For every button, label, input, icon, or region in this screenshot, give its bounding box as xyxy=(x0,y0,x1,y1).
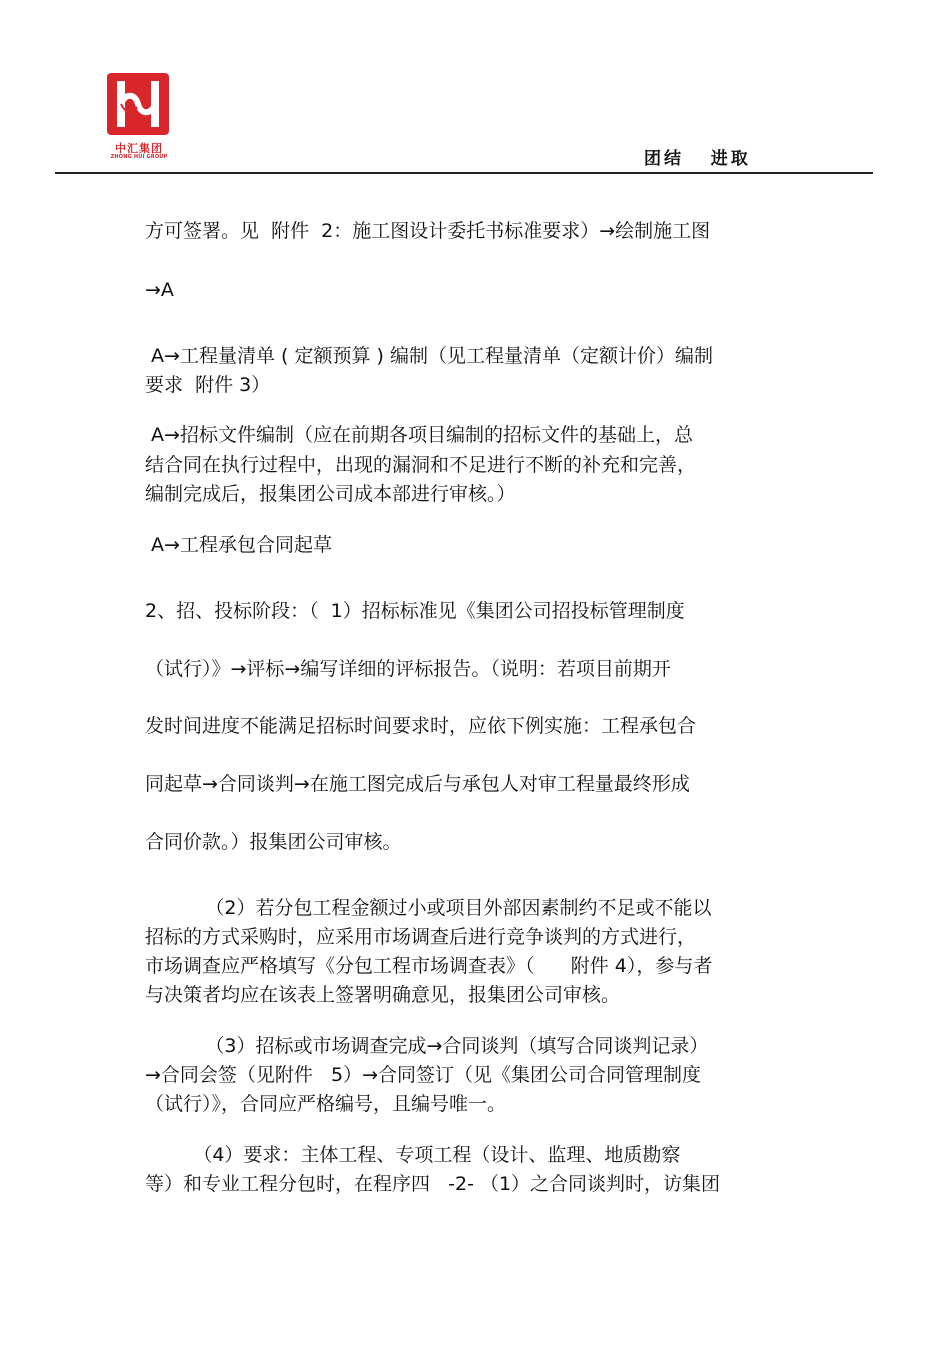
page-header xyxy=(0,0,950,180)
logo-text-cn: 中汇集团 xyxy=(115,142,163,155)
text-line: （试行）》，合同应严格编号，且编号唯一。 xyxy=(145,1093,507,1115)
text-line: （3）招标或市场调查完成→合同谈判（填写合同谈判记录） xyxy=(145,1035,709,1057)
text-line: →合同会签（见附件 5）→合同签订（见《集团公司合同管理制度 xyxy=(145,1064,702,1086)
text-line: A→工程承包合同起草 xyxy=(145,534,332,556)
text-line: 结合同在执行过程中，出现的漏洞和不足进行不断的补充和完善， xyxy=(145,454,697,476)
text-line: 同起草→合同谈判→在施工图完成后与承包人对审工程量最终形成 xyxy=(145,773,690,795)
text-line: 编制完成后，报集团公司成本部进行审核。） xyxy=(145,483,516,505)
text-line: 方可签署。见 附件 2：施工图设计委托书标准要求）→绘制施工图 xyxy=(145,220,711,242)
header-motto: 团结 进取 xyxy=(644,149,751,169)
logo-text-en: ZHONG HUI GROUP xyxy=(110,154,168,160)
text-line: 2、招、投标阶段：（ 1）招标标准见《集团公司招投标管理制度 xyxy=(145,600,685,622)
text-line: 发时间进度不能满足招标时间要求时，应依下例实施：工程承包合 xyxy=(145,715,697,737)
header-divider xyxy=(55,172,873,174)
text-line: 要求 附件 3） xyxy=(145,374,271,396)
text-line: （2）若分包工程金额过小或项目外部因素制约不足或不能以 xyxy=(145,897,712,919)
text-line: 市场调查应严格填写《分包工程市场调查表》（ 附件 4），参与者 xyxy=(145,955,713,977)
text-line: A→工程量清单 ( 定额预算 ) 编制（见工程量清单（定额计价）编制 xyxy=(145,345,713,367)
text-line: 招标的方式采购时，应采用市场调查后进行竞争谈判的方式进行， xyxy=(145,926,697,948)
text-line: 等）和专业工程分包时，在程序四 -2- （1）之合同谈判时，访集团 xyxy=(145,1173,721,1195)
company-logo-icon xyxy=(107,73,169,135)
text-line: （试行）》→评标→编写详细的评标报告。（说明：若项目前期开 xyxy=(145,658,671,680)
text-line: 与决策者均应在该表上签署明确意见，报集团公司审核。 xyxy=(145,984,621,1006)
text-line: A→招标文件编制（应在前期各项目编制的招标文件的基础上，总 xyxy=(145,424,693,446)
text-line: 合同价款。）报集团公司审核。 xyxy=(145,831,402,853)
text-line: （4）要求：主体工程、专项工程（设计、监理、地质勘察 xyxy=(145,1144,681,1166)
text-line: →A xyxy=(145,279,174,301)
